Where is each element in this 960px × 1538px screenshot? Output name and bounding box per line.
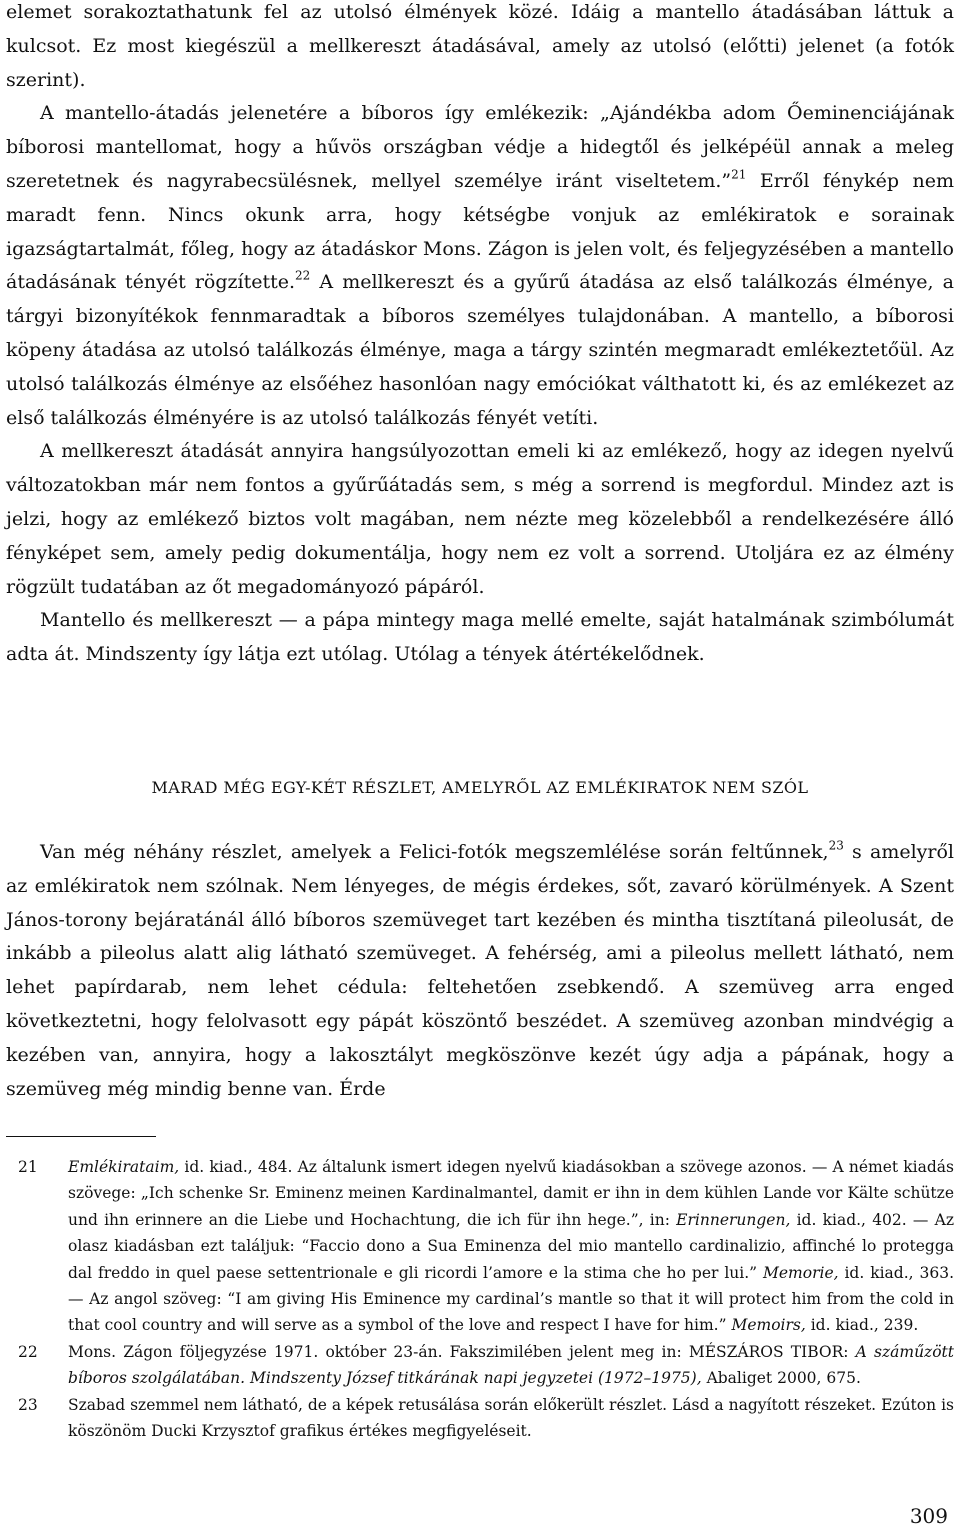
footnote-segment: Memoirs,: [731, 1316, 806, 1335]
footnote-ref-23[interactable]: 23: [828, 838, 844, 853]
paragraph-1-text: elemet sorakoztathatunk fel az utolsó élmények közé. Idáig a mantello átadásában láttuk a kulcsot. Ez most kiegészül a mellkereszt átadásával, amely az utolsó (előtti) jelenet (a fotók szerint).: [6, 1, 954, 91]
footnote-segment: A száműzött bíboros szolgálatában. Mindszenty József titkárának napi jegyzetei (1972–1975),: [68, 1342, 955, 1388]
footnote-number: 22: [18, 1342, 38, 1361]
main-text-top: [6, 0, 954, 672]
footnote-segment: Mons. Zágon följegyzése 1971. október 23-án. Fakszimilében jelent meg in:: [68, 1342, 689, 1361]
paragraph-1: [6, 0, 954, 97]
footnote-segment: Emlékirataim,: [68, 1158, 180, 1176]
footnote-23: [6, 1392, 954, 1445]
footnote-21: [6, 1154, 954, 1339]
footnote-ref-22[interactable]: 22: [295, 268, 311, 283]
footnotes: [6, 1154, 954, 1444]
footnote-text: [68, 1154, 954, 1339]
book-page: [6, 0, 954, 1538]
footnote-segment: Abaliget 2000, 675.: [701, 1369, 861, 1388]
footnote-text: [68, 1392, 954, 1445]
footnote-number: 23: [18, 1395, 38, 1414]
footnote-segment: MÉSZÁROS TIBOR:: [688, 1342, 849, 1361]
footnote-segment: id. kiad., 484. Az általunk ismert idegen nyelvű kiadásokban a szövege azonos. — A német kiadás szövege: „Ich schenke Sr. Eminenz meinen Kardinalmantel, damit er ihn in dem kühlen Lande vor Kälte schütze und ihn erinnere an die Liebe und Hochachtung, die ich für ihn hege.”, in:: [68, 1158, 954, 1229]
paragraph-3-text: A mellkereszt átadását annyira hangsúlyozottan emeli ki az emlékező, hogy az idegen nyelvű változatokban már nem fontos a gyűrűátadás sem, s még a sorrend is megfordul. Mindez azt is jelzi, hogy az emlékező biztos volt magában, nem nézte meg közelebből a rendelkezésére álló fényképet sem, amely pedig dokumentálja, hogy nem ez volt a sorrend. Utoljára ez az élmény rögzült tudatában az őt megadományozó pápáról.: [6, 440, 954, 598]
page-number: 309: [909, 1504, 948, 1528]
paragraph-3: [6, 435, 954, 604]
paragraph-5: [6, 836, 954, 1106]
footnote-22: [6, 1339, 954, 1392]
paragraph-2-text-a: A mantello-átadás jelenetére a bíboros így emlékezik: „Ajándékba adom Őeminenciájának bíborosi mantellomat, hogy a hűvös országban védje a hidegtől és jelképéül annak a meleg szeretetnek és nagyrabecsülésnek, mellyel személye iránt viseltetem.”: [6, 102, 954, 192]
footnote-text: [68, 1339, 954, 1392]
footnote-segment: Memorie,: [763, 1263, 839, 1282]
footnote-divider: [6, 1136, 156, 1137]
paragraph-2-text-c: A mellkereszt és a gyűrű átadása az első találkozás élménye, a tárgyi bizonyítékok fennmaradtak a bíboros személyes tulajdonában. A mantello, a bíborosi köpeny átadása az utolsó találkozás élménye, maga a tárgy szintén megmaradt emlékeztetőül. Az utolsó találkozás élménye az elsőéhez hasonlóan nagy emóciókat válthatott ki, és az emlékezet az első találkozás élményére is az utolsó találkozás fényét vetíti.: [6, 271, 954, 429]
footnote-segment: Szabad szemmel nem látható, de a képek retusálása során előkerült részlet. Lásd a nagyított részeket. Ezúton is köszönöm Ducki Krzysztof grafikus értékes megfigyeléseit.: [68, 1395, 954, 1441]
footnote-segment: id. kiad., 363. — Az angol szöveg: “I am giving His Eminence my cardinal’s mantle so that it will protect him from the cold in that cool country and will serve as a symbol of the love and respect I have for him.”: [68, 1263, 954, 1335]
paragraph-4: [6, 604, 954, 672]
paragraph-2: [6, 97, 954, 435]
footnote-segment: Erinnerungen,: [676, 1210, 791, 1229]
footnote-segment: id. kiad., 402. — Az olasz kiadásban ezt találjuk: “Faccio dono a Sua Eminenza del mio mantello cardinalizio, affinché lo protegga dal freddo in quel paese settentrionale e gli ricordi l’amore e la stima che ho per lui.”: [68, 1210, 955, 1282]
footnote-ref-21[interactable]: 21: [731, 167, 747, 182]
paragraph-5-text-a: Van még néhány részlet, amelyek a Felici-fotók megszemlélése során feltűnnek,: [40, 841, 829, 863]
section-heading: MARAD MÉG EGY-KÉT RÉSZLET, AMELYRŐL AZ EMLÉKIRATOK NEM SZÓL: [151, 778, 809, 797]
paragraph-4-text: Mantello és mellkereszt — a pápa mintegy maga mellé emelte, saját hatalmának szimbólumát adta át. Mindszenty így látja ezt utólag. Utólag a tények átértékelődnek.: [6, 609, 954, 666]
paragraph-2-text-b: Erről fénykép nem maradt fenn. Nincs okunk arra, hogy kétségbe vonjuk az emlékiratok e sorainak igazságtartalmát, főleg, hogy az átadáskor Mons. Zágon is jelen volt, és feljegyzésében a mantello átadásának tényét rögzítette.: [6, 169, 954, 294]
footnote-segment: id. kiad., 239.: [805, 1316, 919, 1335]
paragraph-5-text-b: s amelyről az emlékiratok nem szólnak. Nem lényeges, de mégis érdekes, sőt, zavaró körülmények. A Szent János-torony bejáratánál álló bíboros szemüveget tart kezében és mintha tisztítaná pileolusát, de inkább a pileolus alatt alig látható szemüveget. A fehérség, ami a pileolus mellett látható, nem lehet papírdarab, nem lehet cédula: feltehetően zsebkendő. A szemüveg arra enged következtetni, hogy felolvasott egy pápát köszöntő beszédet. A szemüveg azonban mindvégig a kezében van, annyira, hogy a lakosztályt megköszönve kezét úgy adja a pápának, hogy a szemüveg még mindig benne van. Érde: [6, 841, 955, 1100]
main-text-bottom: [6, 836, 954, 1106]
footnote-number: 21: [18, 1158, 38, 1176]
